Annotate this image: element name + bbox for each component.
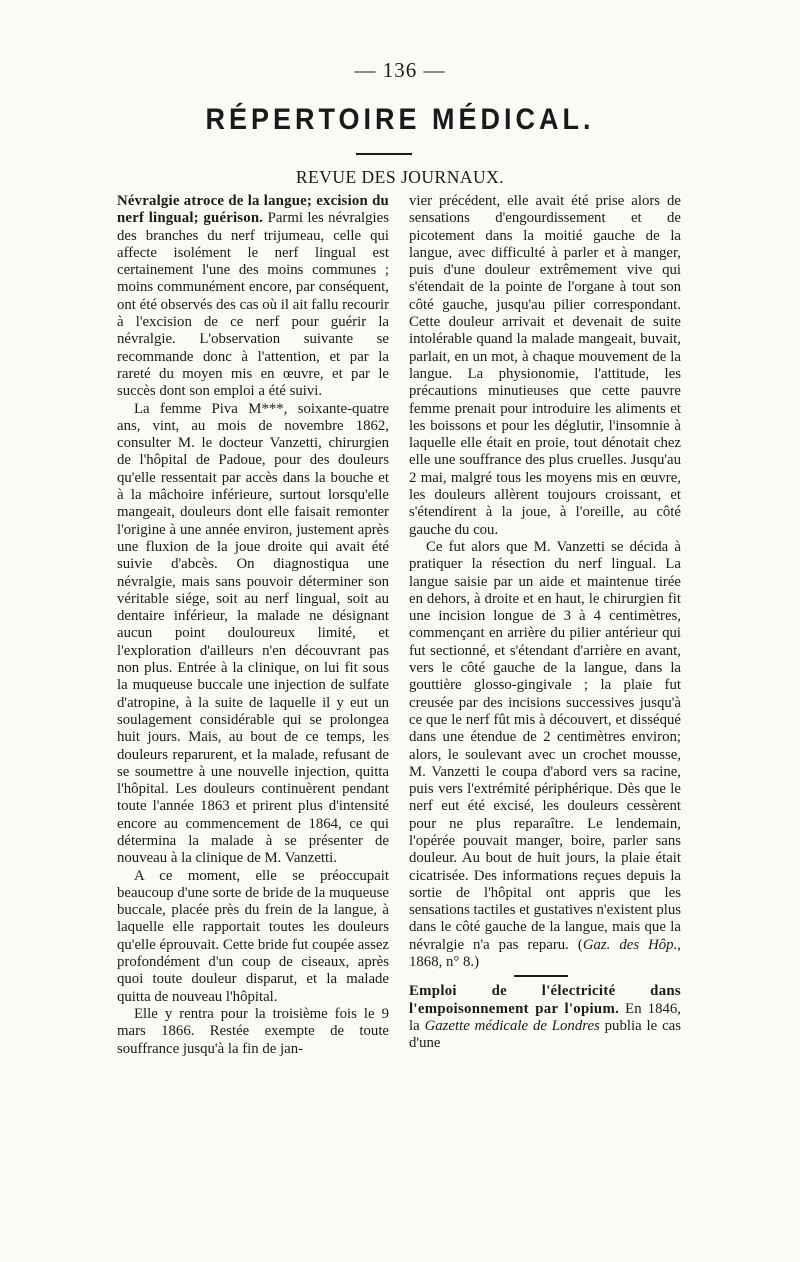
article1-first-paragraph — [117, 193, 389, 401]
citation-rest: , 1868, n° 8.) — [409, 936, 681, 971]
article1-p1: Parmi les névralgies des branches du nerf trijumeau, celle qui affecte isolément le nerf lingual est certainement l'une des moins communes ; moins communément encore, par conséquent, ont été observés des cas où il ait fallu recourir à l'excision de ce nerf pour guérir la névralgie. L'observation suivante se recommande donc à l'attention, et par la rareté du moyen mis en œuvre, et par le succès dont son emploi a été suivi. — [117, 210, 389, 400]
page-number: — 136 — — [354, 58, 446, 82]
title-rule — [356, 153, 412, 155]
article1-p3: A ce moment, elle se préoccupait beaucoup d'une sorte de bride de la muqueuse buccale, placée près du frein de la langue, à laquelle elle rapportait toutes les douleurs qu'elle éprouvait. Cette bride fut coupée assez profondément d'un coup de ciseaux, après quoi toute douleur disparut, et la malade quitta de nouveau l'hôpital. — [117, 867, 389, 1005]
article2-text-b: publia le cas d'une — [409, 1017, 681, 1052]
section-title: RÉPERTOIRE MÉDICAL. — [205, 102, 595, 136]
article2-first-paragraph — [409, 983, 681, 1052]
article1-p5-text: Ce fut alors que M. Vanzetti se décida à pratiquer la résection du nerf lingual. La langue saisie par un aide et maintenue tirée en dehors, à droite et en haut, le chirurgien fit une incision longue de 3 à 4 centimètres, commençant en arrière du pilier antérieur qui fut sectionné, et s'étendant d'arrière en avant, vers le côté gauche de la langue, dans la gouttière glosso-gingivale ; la plaie fut creusée par des incisions successives jusqu'à ce que le nerf fût mis à découvert, et disséqué dans une étendue de 2 centimètres environ; alors, le soulevant avec un crochet mousse, M. Vanzetti le coupa d'abord vers sa racine, puis vers l'extrémité périphérique. Dès que le nerf eut été excisé, les douleurs cessèrent pour ne plus reparaître. Le lendemain, l'opérée pouvait manger, boire, parler sans douleur. Au bout de huit jours, la plaie était cicatrisée. Des informations reçues depuis la sortie de l'hôpital ont appris que les sensations tactiles et gustatives n'existent plus dans le côté gauche de la langue, mais que la névralgie n'a pas reparu. — [409, 538, 681, 953]
citation-open: ( — [577, 936, 583, 953]
citation-journal: Gaz. des Hôp. — [582, 936, 678, 953]
article-separator — [514, 975, 568, 977]
article1-p4: Elle y rentra pour la troisième fois le 9 mars 1866. Restée exempte de toute souffrance jusqu'à la fin de jan- — [117, 1005, 389, 1057]
article1-headline: Névralgie atroce de la langue; excision du nerf lingual; guérison. — [117, 193, 389, 227]
article2-headline: Emploi de l'électricité dans l'empoisonnement par l'opium. — [409, 983, 681, 1017]
section-subtitle: REVUE DES JOURNAUX. — [295, 167, 505, 187]
article2-journal: Gazette médicale de Londres — [424, 1017, 600, 1034]
article2-text-a: En 1846, la — [409, 1000, 681, 1034]
article1-p4-continued: vier précédent, elle avait été prise alors de sensations d'engourdissement et de picotement dans la moitié gauche de la langue, avec difficulté à parler et à manger, puis d'une douleur extrêmement vive qui s'étendait de la pointe de l'organe à tout son côté gauche, jusqu'au pilier correspondant. Cette douleur arrivait et devenait de suite intolérable quand la malade mangeait, buvait, parlait, en un mot, à chaque mouvement de la langue. La physionomie, l'attitude, les précautions minutieuses que cette pauvre femme prenait pour introduire les aliments et les boissons et pour les déglutir, l'insomnie à laquelle elle était en proie, tout dénotait chez elle une souffrance des plus cruelles. Jusqu'au 2 mai, malgré tous les moyens mis en œuvre, les douleurs allèrent toujours croissant, et s'étendirent à la joue, à l'oreille, au côté gauche du cou. — [409, 193, 681, 538]
left-column — [117, 193, 389, 1058]
right-column — [409, 193, 681, 1053]
article1-p5 — [409, 539, 681, 971]
article1-p2: La femme Piva M***, soixante-quatre ans, vint, au mois de novembre 1862, consulter M. le docteur Vanzetti, chirurgien de l'hôpital de Padoue, pour des douleurs qu'elle ressentait par accès dans la bouche et à la mâchoire inférieure, surtout lorsqu'elle mangeait, douleurs dont elle faisait remonter l'origine à une année environ, justement après une fluxion de la joue droite qui avait été suivie d'abcès. On diagnostiqua une névralgie, mais sans pouvoir déterminer son véritable siége, soit au nerf lingual, soit au dentaire inférieur, la malade ne désignant aucun point douloureux limité, et l'exploration d'ailleurs n'en découvrant pas non plus. Entrée à la clinique, on lui fit sous la muqueuse buccale une injection de sulfate d'atropine, à la suite de laquelle il y eut un soulagement considérable qui se prolongea huit jours. Mais, au bout de ce temps, les douleurs reparurent, et la malade, refusant de se soumettre à une nouvelle injection, quitta l'hôpital. Les douleurs continuèrent pendant toute l'année 1863 et prirent plus d'intensité encore au commencement de 1864, ce qui détermina la malade à se présenter de nouveau à la clinique de M. Vanzetti. — [117, 400, 389, 867]
